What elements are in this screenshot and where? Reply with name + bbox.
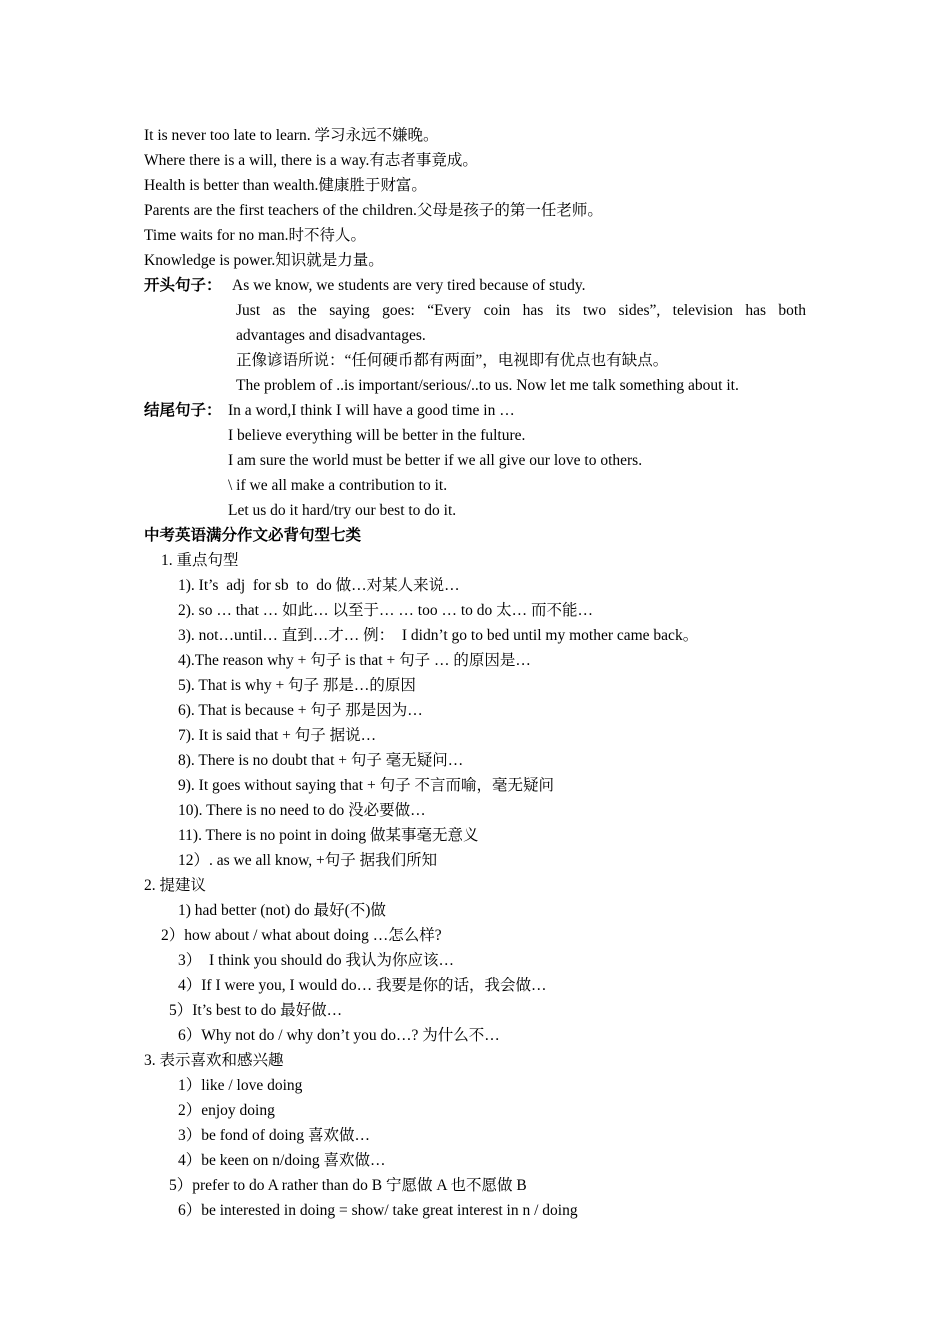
section1-item: 11). There is no point in doing 做某事毫无意义 xyxy=(178,827,479,844)
closing-line: In a word,I think I will have a good time in … xyxy=(228,402,515,419)
section3-item: 2）enjoy doing xyxy=(178,1102,275,1119)
opening-line: As we know, we students are very tired because of study. xyxy=(232,277,586,294)
section3-item: 4）be keen on n/doing 喜欢做… xyxy=(178,1152,386,1169)
section2-item: 4）If I were you, I would do… 我要是你的话，我会做… xyxy=(178,977,547,994)
section2-item: 3） I think you should do 我认为你应该… xyxy=(178,952,454,969)
section1-item: 4).The reason why + 句子 is that + 句子 … 的原因是… xyxy=(178,652,531,669)
opening-line: The problem of ..is important/serious/..to us. Now let me talk something about it. xyxy=(236,377,739,394)
section1-item: 6). That is because + 句子 那是因为… xyxy=(178,702,423,719)
section-title: 中考英语满分作文必背句型七类 xyxy=(144,527,362,544)
section1-item: 10). There is no need to do 没必要做… xyxy=(178,802,426,819)
section1-heading: 1. 重点句型 xyxy=(161,552,239,569)
section1-item: 3). not…until… 直到…才… 例： I didn’t go to bed until my mother came back。 xyxy=(178,627,699,644)
opening-label: 开头句子： xyxy=(144,277,222,294)
opening-line: advantages and disadvantages. xyxy=(236,327,426,344)
section2-item: 1) had better (not) do 最好(不)做 xyxy=(178,902,386,919)
section3-item: 6）be interested in doing = show/ take great interest in n / doing xyxy=(178,1202,578,1219)
section2-item: 5）It’s best to do 最好做… xyxy=(169,1002,343,1019)
section2-item: 6）Why not do / why don’t you do…? 为什么不… xyxy=(178,1027,500,1044)
closing-line: \ if we all make a contribution to it. xyxy=(228,477,448,494)
proverb-line: Parents are the first teachers of the children.父母是孩子的第一任老师。 xyxy=(144,202,603,219)
proverb-line: Health is better than wealth.健康胜于财富。 xyxy=(144,177,427,194)
section1-item: 1). It’s adj for sb to do 做…对某人来说… xyxy=(178,577,460,594)
section1-item: 8). There is no doubt that + 句子 毫无疑问… xyxy=(178,752,464,769)
closing-line: I believe everything will be better in the fulture. xyxy=(228,427,526,444)
closing-label: 结尾句子： xyxy=(144,402,222,419)
opening-line: 正像谚语所说：“任何硬币都有两面”，电视即有优点也有缺点。 xyxy=(236,352,669,369)
section3-item: 1）like / love doing xyxy=(178,1077,303,1094)
section3-item: 3）be fond of doing 喜欢做… xyxy=(178,1127,371,1144)
section3-heading: 3. 表示喜欢和感兴趣 xyxy=(144,1052,284,1069)
proverb-line: Knowledge is power.知识就是力量。 xyxy=(144,252,384,269)
proverb-line: It is never too late to learn. 学习永远不嫌晚。 xyxy=(144,127,439,144)
opening-line: Just as the saying goes: “Every coin has its two sides”, television has both xyxy=(236,302,806,319)
section1-item: 2). so … that … 如此… 以至于… … too … to do 太… 而不能… xyxy=(178,602,594,619)
section1-item: 9). It goes without saying that + 句子 不言而喻，毫无疑问 xyxy=(178,777,554,794)
section1-item: 5). That is why + 句子 那是…的原因 xyxy=(178,677,416,694)
section3-item: 5）prefer to do A rather than do B 宁愿做 A 也不愿做 B xyxy=(169,1177,527,1194)
section2-heading: 2. 提建议 xyxy=(144,877,207,894)
section1-item: 7). It is said that + 句子 据说… xyxy=(178,727,377,744)
proverb-line: Time waits for no man.时不待人。 xyxy=(144,227,367,244)
proverb-line: Where there is a will, there is a way.有志者事竟成。 xyxy=(144,152,478,169)
section2-item: 2）how about / what about doing …怎么样? xyxy=(161,927,442,944)
closing-line: I am sure the world must be better if we all give our love to others. xyxy=(228,452,643,469)
closing-line: Let us do it hard/try our best to do it. xyxy=(228,502,457,519)
section1-item: 12）. as we all know, +句子 据我们所知 xyxy=(178,852,438,869)
